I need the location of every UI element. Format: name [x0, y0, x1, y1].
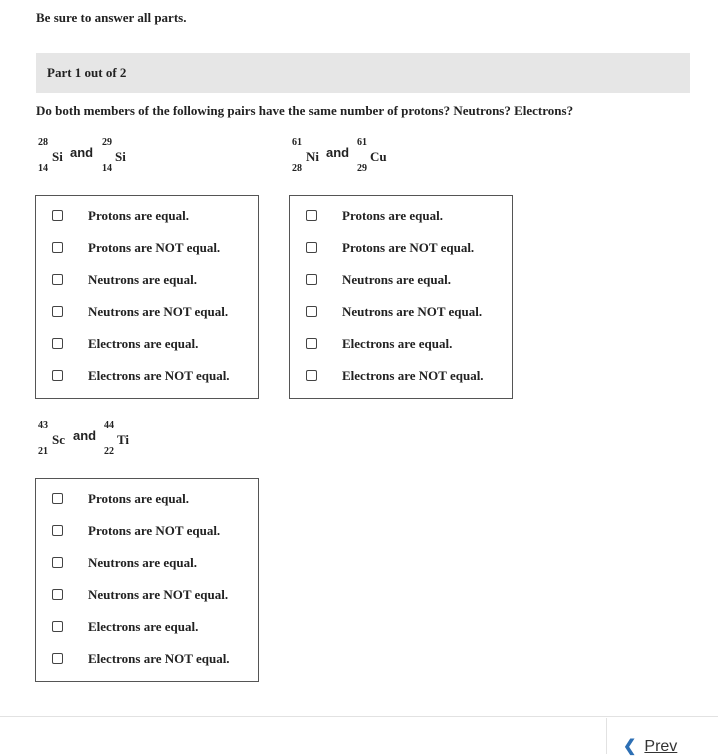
option-label: Neutrons are NOT equal.: [342, 304, 483, 319]
checkbox[interactable]: [52, 557, 63, 568]
checkbox[interactable]: [306, 370, 317, 381]
option-protons-equal[interactable]: [290, 206, 512, 226]
option-label: Protons are NOT equal.: [88, 523, 221, 538]
prev-button[interactable]: [623, 736, 677, 756]
checkbox[interactable]: [52, 653, 63, 664]
nav-footer: [606, 718, 718, 754]
checkbox[interactable]: [52, 274, 63, 285]
element-symbol: Si: [115, 149, 126, 164]
option-electrons-not-equal[interactable]: [290, 366, 512, 386]
option-label: Electrons are NOT equal.: [342, 368, 484, 383]
option-label: Protons are equal.: [88, 208, 189, 223]
and-joiner: and: [70, 145, 94, 160]
isotope-pair-3: [36, 420, 146, 460]
option-protons-equal[interactable]: [36, 489, 258, 509]
question-text: Do both members of the following pairs have the same number of protons? Neutrons? Electrons?: [36, 103, 574, 118]
mass-number: 61: [357, 137, 367, 148]
option-neutrons-equal[interactable]: [36, 553, 258, 573]
checkbox[interactable]: [306, 306, 317, 317]
option-label: Electrons are equal.: [88, 619, 199, 634]
atomic-number: 21: [38, 446, 48, 457]
option-protons-not-equal[interactable]: [36, 238, 258, 258]
option-electrons-not-equal[interactable]: [36, 366, 258, 386]
option-neutrons-not-equal[interactable]: [290, 302, 512, 322]
options-group-pair-3: [35, 478, 259, 682]
checkbox[interactable]: [52, 242, 63, 253]
checkbox[interactable]: [52, 589, 63, 600]
chevron-left-icon: ❮: [623, 738, 637, 755]
instructions: Be sure to answer all parts.: [36, 10, 187, 25]
isotope-pair-2: [290, 137, 400, 177]
option-label: Electrons are equal.: [88, 336, 199, 351]
checkbox[interactable]: [52, 493, 63, 504]
option-electrons-equal[interactable]: [36, 617, 258, 637]
isotope-pair-1: [36, 137, 146, 177]
atomic-number: 14: [102, 163, 112, 174]
option-label: Protons are NOT equal.: [342, 240, 475, 255]
element-symbol: Ti: [117, 432, 130, 447]
option-label: Electrons are equal.: [342, 336, 453, 351]
option-neutrons-equal[interactable]: [36, 270, 258, 290]
mass-number: 43: [38, 420, 48, 431]
checkbox[interactable]: [306, 274, 317, 285]
checkbox[interactable]: [52, 621, 63, 632]
option-label: Electrons are NOT equal.: [88, 368, 230, 383]
checkbox[interactable]: [52, 370, 63, 381]
mass-number: 29: [102, 137, 112, 148]
option-label: Neutrons are equal.: [88, 272, 197, 287]
option-electrons-equal[interactable]: [36, 334, 258, 354]
checkbox[interactable]: [52, 525, 63, 536]
option-electrons-equal[interactable]: [290, 334, 512, 354]
option-protons-equal[interactable]: [36, 206, 258, 226]
checkbox[interactable]: [52, 210, 63, 221]
option-neutrons-not-equal[interactable]: [36, 585, 258, 605]
mass-number: 44: [104, 420, 114, 431]
part-label: Part 1 out of 2: [47, 65, 127, 80]
element-symbol: Si: [52, 149, 63, 164]
mass-number: 28: [38, 137, 48, 148]
part-header: [36, 53, 690, 93]
and-joiner: and: [326, 145, 350, 160]
option-neutrons-equal[interactable]: [290, 270, 512, 290]
options-group-pair-2: [289, 195, 513, 399]
checkbox[interactable]: [52, 306, 63, 317]
options-group-pair-1: [35, 195, 259, 399]
atomic-number: 14: [38, 163, 48, 174]
checkbox[interactable]: [306, 338, 317, 349]
option-protons-not-equal[interactable]: [290, 238, 512, 258]
option-label: Neutrons are equal.: [342, 272, 451, 287]
option-neutrons-not-equal[interactable]: [36, 302, 258, 322]
prev-label: Prev: [644, 738, 678, 755]
option-label: Neutrons are NOT equal.: [88, 304, 229, 319]
element-symbol: Sc: [52, 432, 65, 447]
option-label: Electrons are NOT equal.: [88, 651, 230, 666]
and-joiner: and: [73, 428, 97, 443]
checkbox[interactable]: [52, 338, 63, 349]
element-symbol: Cu: [370, 149, 387, 164]
option-protons-not-equal[interactable]: [36, 521, 258, 541]
option-label: Protons are NOT equal.: [88, 240, 221, 255]
checkbox[interactable]: [306, 210, 317, 221]
mass-number: 61: [292, 137, 302, 148]
element-symbol: Ni: [306, 149, 319, 164]
footer-divider: [0, 716, 718, 717]
option-label: Neutrons are NOT equal.: [88, 587, 229, 602]
atomic-number: 28: [292, 163, 302, 174]
atomic-number: 22: [104, 446, 114, 457]
option-label: Protons are equal.: [88, 491, 189, 506]
atomic-number: 29: [357, 163, 367, 174]
option-label: Protons are equal.: [342, 208, 443, 223]
option-label: Neutrons are equal.: [88, 555, 197, 570]
checkbox[interactable]: [306, 242, 317, 253]
option-electrons-not-equal[interactable]: [36, 649, 258, 669]
